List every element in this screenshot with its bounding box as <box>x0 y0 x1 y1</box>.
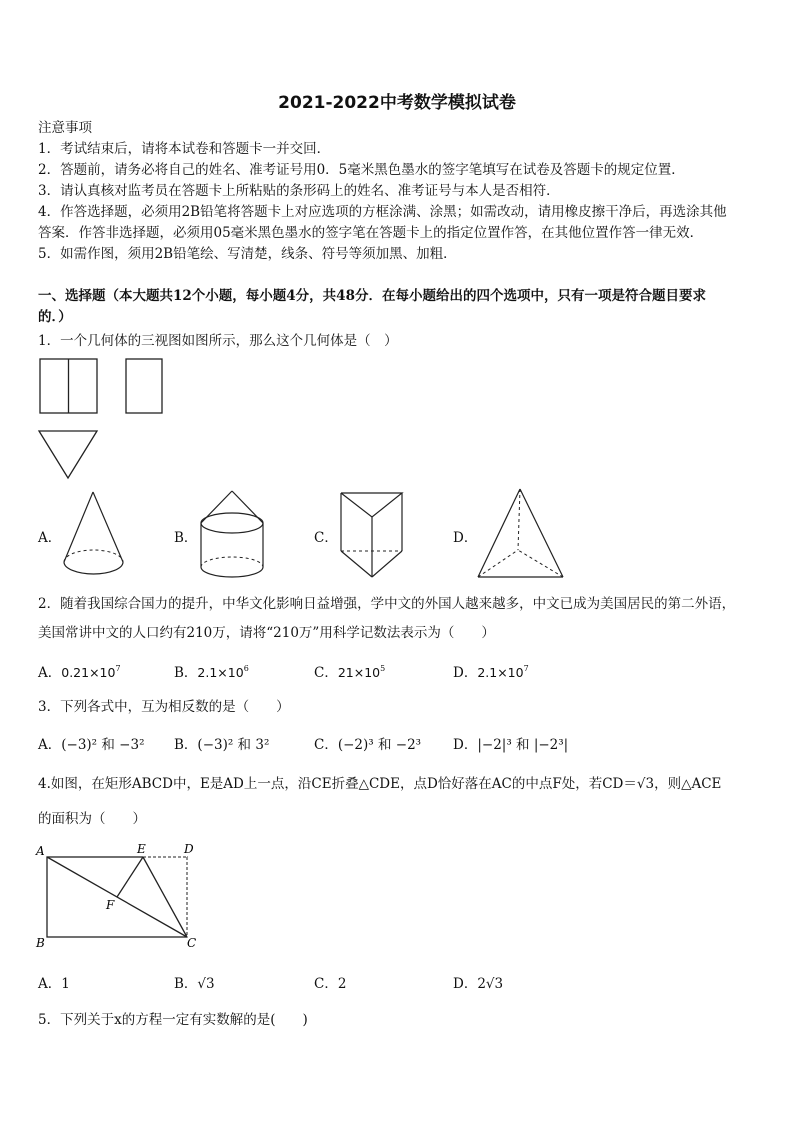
notice-item: 5．如需作图，须用2B铅笔绘、写清楚，线条、符号等须加黑、加粗． <box>38 246 457 262</box>
point-e-label: E <box>137 842 146 856</box>
point-f-label: F <box>106 898 115 912</box>
notice-item: 答案．作答非选择题，必须用05毫米黑色墨水的签字笔在答题卡上的指定位置作答，在其他位置作答一律无效． <box>38 225 704 241</box>
q2-option-d[interactable]: D．$2.1\times 10^7$ <box>453 664 529 681</box>
q3-option-d[interactable]: D．|−2|³ 和 |−2³| <box>453 737 569 753</box>
question-2-stem: 2．随着我国综合国力的提升，中华文化影响日益增强，学中文的外国人越来越多，中文已成为美国居民的第二外语， <box>38 596 736 612</box>
notice-item: 3．请认真核对监考员在答题卡上所粘贴的条形码上的姓名、准考证号与本人是否相符． <box>38 183 560 199</box>
q2-option-c[interactable]: C．$21\times 10^5$ <box>314 664 386 681</box>
q2-option-b[interactable]: B．$2.1\times 10^6$ <box>174 664 249 681</box>
notice-item: 1．考试结束后，请将本试卷和答题卡一并交回． <box>38 141 331 157</box>
section-heading-cont: 的．） <box>38 309 72 325</box>
question-5-stem: 5．下列关于x的方程一定有实数解的是( ) <box>38 1012 308 1028</box>
q4-option-b[interactable]: B．√3 <box>174 976 215 992</box>
question-1-stem: 1．一个几何体的三视图如图所示，那么这个几何体是（ ） <box>38 333 398 349</box>
page-title: 2021-2022中考数学模拟试卷 <box>278 93 516 113</box>
q1-option-b-label[interactable]: B． <box>174 530 198 546</box>
q3-option-c[interactable]: C．(−2)³ 和 −2³ <box>314 737 422 753</box>
question-2-stem-cont: 美国常讲中文的人口约有210万，请将“210万”用科学记数法表示为（ ） <box>38 625 495 641</box>
notice-item: 4．作答选择题，必须用2B铅笔将答题卡上对应选项的方框涂满、涂黑；如需改动，请用橡皮擦干净后，再选涂其他 <box>38 204 727 220</box>
question-4-stem: 4.如图，在矩形ABCD中，E是AD上一点，沿CE折叠△CDE，点D恰好落在AC的中点F处，若CD＝√3，则△ACE <box>38 776 722 792</box>
vertex-c-label: C <box>187 936 197 950</box>
q4-option-a[interactable]: A．1 <box>38 976 70 992</box>
q1-option-d-label[interactable]: D． <box>453 530 478 546</box>
q4-option-c[interactable]: C．2 <box>314 976 347 992</box>
question-3-stem: 3．下列各式中，互为相反数的是（ ） <box>38 699 290 715</box>
q2-option-a[interactable]: A．$0.21\times 10^7$ <box>38 664 121 681</box>
section-heading: 一、选择题（本大题共12个小题，每小题4分，共48分．在每小题给出的四个选项中，只有一项是符合题目要求 <box>38 288 706 304</box>
notice-item: 2．答题前，请务必将自己的姓名、准考证号用0．5毫米黑色墨水的签字笔填写在试卷及答题卡的规定位置． <box>38 162 685 178</box>
question-4-stem-cont: 的面积为（ ） <box>38 811 146 827</box>
q1-option-a-label[interactable]: A． <box>38 530 62 546</box>
vertex-a-label: A <box>36 844 45 858</box>
q4-option-d[interactable]: D．2√3 <box>453 976 504 992</box>
notice-heading: 注意事项 <box>38 120 92 136</box>
q3-option-a[interactable]: A．(−3)² 和 −3² <box>38 737 145 753</box>
q1-option-c-label[interactable]: C． <box>314 530 338 546</box>
q3-option-b[interactable]: B．(−3)² 和 3² <box>174 737 270 753</box>
vertex-d-label: D <box>184 842 194 856</box>
vertex-b-label: B <box>36 936 45 950</box>
